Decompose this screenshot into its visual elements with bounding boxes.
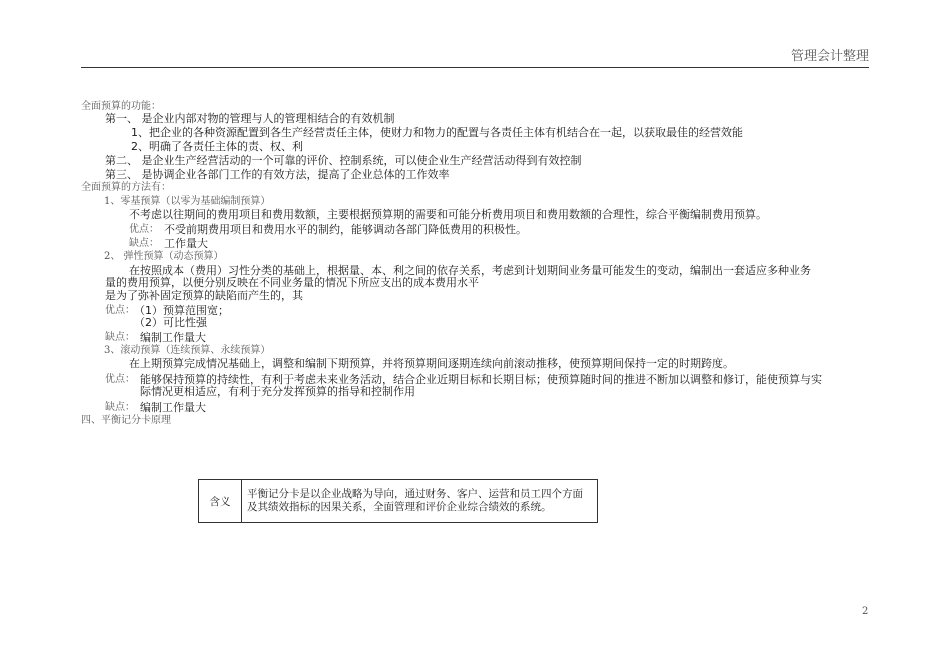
function-item-1: 第一、 是企业内部对物的管理与人的管理相结合的有效机制: [105, 112, 395, 125]
section-title-budget-methods: 全面预算的方法有：: [81, 182, 171, 193]
pros-text: 能够保持预算的持续性，有利于考虑未来业务活动，结合企业近期目标和长期目标；使预算随时间的推进不断加以调整和修订，能使预算与实: [140, 373, 822, 386]
cons-label: 缺点：: [129, 238, 159, 249]
definition-table: [198, 479, 598, 523]
pros-label: 优点：: [105, 374, 135, 385]
table-value-cell: 平衡记分卡是以企业战略为导向，通过财务、客户、运营和员工四个方面及其绩效指标的因果关系，全面管理和评价企业综合绩效的系统。: [242, 480, 598, 523]
cons-text: 工作量大: [164, 237, 208, 250]
method-desc-zero-based: 不考虑以往期间的费用项目和费用数额，主要根据预算期的需要和可能分析费用项目和费用数额的合理性，综合平衡编制费用预算。: [129, 208, 767, 221]
method-desc-line: 量的费用预算，以便分别反映在不同业务量的情况下所应支出的成本费用水平: [105, 276, 479, 289]
page-number: 2: [862, 606, 869, 617]
method-desc-line: 是为了弥补固定预算的缺陷而产生的，其: [105, 289, 303, 302]
section-title-budget-functions: 全面预算的功能：: [81, 101, 161, 112]
section-title-balanced-scorecard: 四、平衡记分卡原理: [81, 415, 171, 426]
method-title-flexible: 2、 弹性预算（动态预算）: [104, 251, 224, 262]
cons-label: 缺点：: [105, 332, 135, 343]
pros-label: 优点：: [105, 305, 135, 316]
function-subitem-1: 1、把企业的各种资源配置到各生产经营责任主体，使财力和物力的配置与各责任主体有机结合在一起，以获取最佳的经营效能: [131, 126, 743, 139]
pros-text: 不受前期费用项目和费用水平的制约，能够调动各部门降低费用的积极性。: [164, 223, 527, 236]
page-header-title: 管理会计整理: [790, 49, 869, 64]
pros-text: （1）预算范围宽；: [134, 304, 229, 317]
pros-text: 际情况更相适应，有利于充分发挥预算的指导和控制作用: [140, 385, 415, 398]
method-title-rolling: 3、滚动预算（连续预算、永续预算）: [104, 345, 271, 356]
table-key-cell: 含义: [199, 480, 242, 523]
function-subitem-2: 2、明确了各责任主体的责、权、利: [131, 140, 303, 153]
cons-text: 编制工作量大: [140, 401, 206, 414]
method-desc-line: 在按照成本（费用）习性分类的基础上，根据量、本、利之间的依存关系，考虑到计划期间业务量可能发生的变动，编制出一套适应多种业务: [129, 264, 811, 277]
method-desc-rolling: 在上期预算完成情况基础上，调整和编制下期预算，并将预算期间逐期连续向前滚动推移，使预算期间保持一定的时期跨度。: [129, 357, 734, 370]
pros-label: 优点：: [129, 224, 159, 235]
function-item-3: 第三、 是协调企业各部门工作的有效方法，提高了企业总体的工作效率: [105, 168, 450, 181]
cons-label: 缺点：: [105, 402, 135, 413]
pros-text: （2）可比性强: [134, 316, 207, 329]
method-title-zero-based: 1、零基预算（以零为基础编制预算）: [104, 196, 271, 207]
cons-text: 编制工作量大: [140, 331, 206, 344]
table-row: [199, 480, 598, 523]
function-item-2: 第二、 是企业生产经营活动的一个可靠的评价、控制系统，可以使企业生产经营活动得到有效控制: [105, 154, 582, 167]
header-rule: [81, 67, 869, 68]
